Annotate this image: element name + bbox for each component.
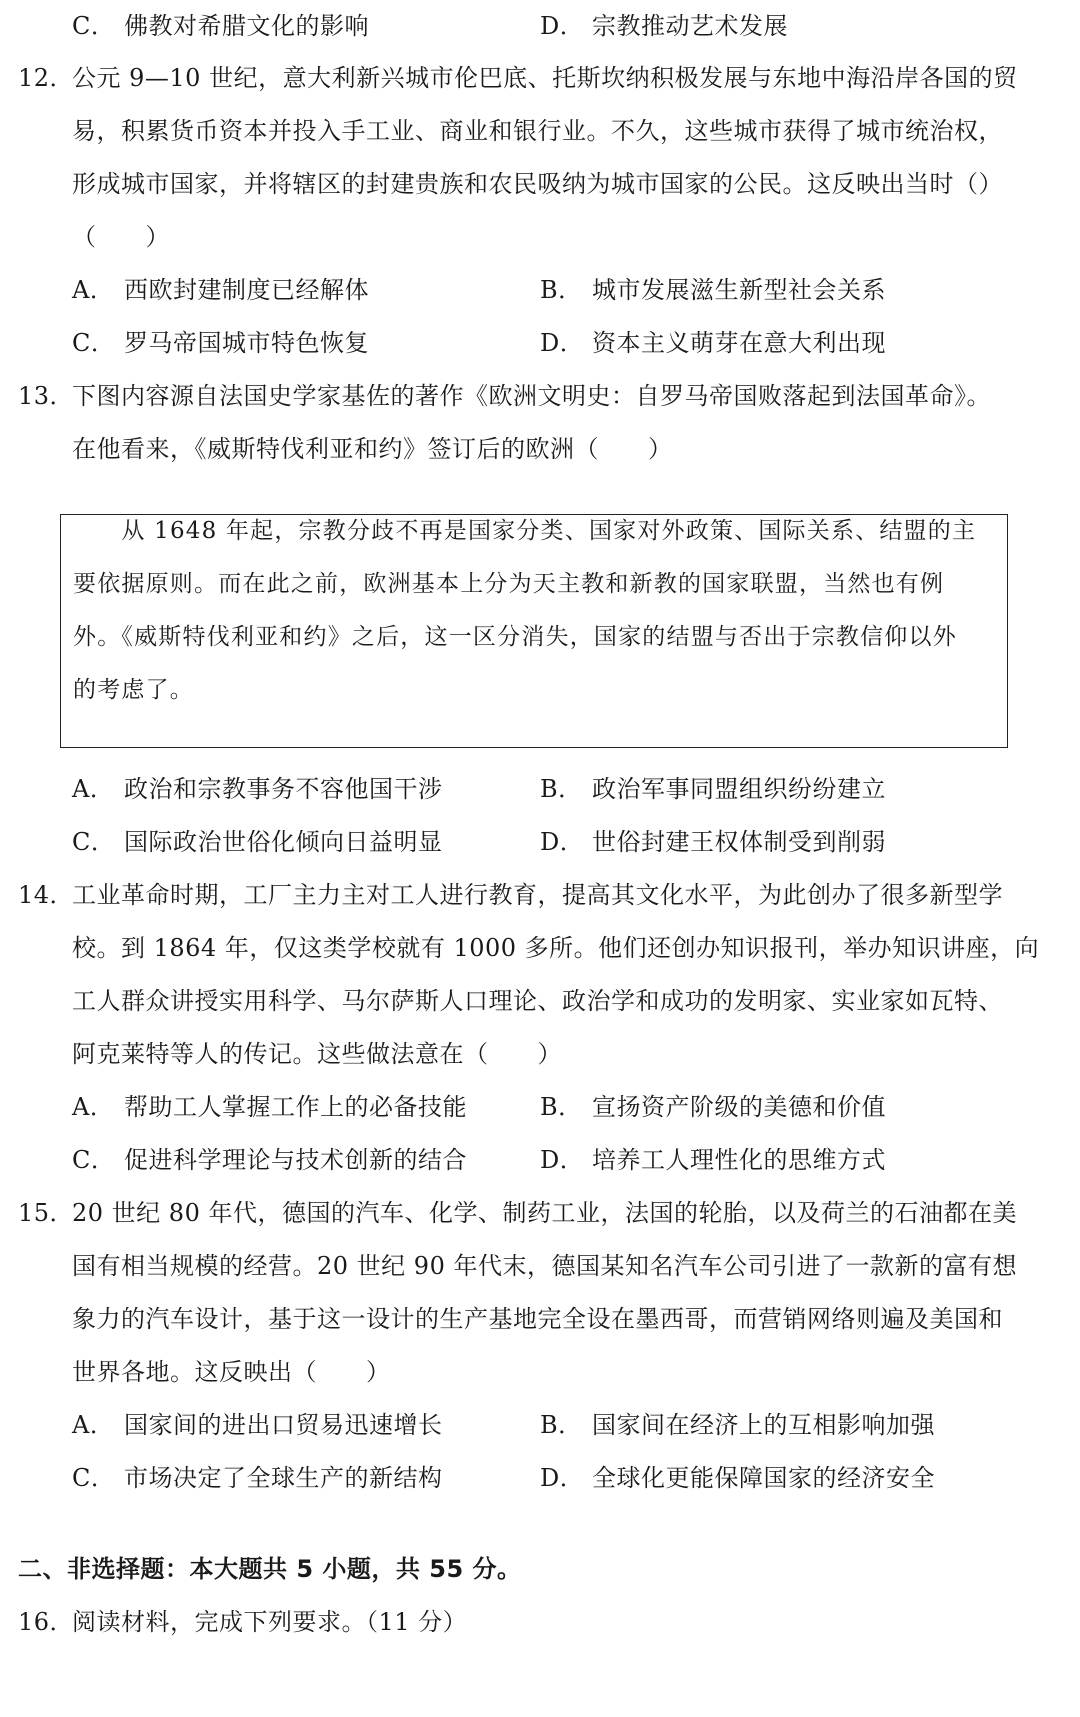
q12-stem-line: 公元 9—10 世纪，意大利新兴城市伦巴底、托斯坎纳积极发展与东地中海沿岸各国的贸 [72, 64, 1018, 92]
q14-number: 14． [18, 881, 75, 909]
q12-stem-line: （ ） [72, 223, 170, 251]
q12-option-d: D． 资本主义萌芽在意大利出现 [540, 329, 886, 357]
q15-option-d: D． 全球化更能保障国家的经济安全 [540, 1464, 935, 1492]
q15-option-c: C． 市场决定了全球生产的新结构 [72, 1464, 443, 1492]
q13-option-c: C． 国际政治世俗化倾向日益明显 [72, 828, 443, 856]
q16-stem: 阅读材料，完成下列要求。（11 分） [72, 1608, 468, 1636]
q15-stem-line: 20 世纪 80 年代，德国的汽车、化学、制药工业，法国的轮胎，以及荷兰的石油都在美 [72, 1199, 1017, 1227]
q13-option-b: B． 政治军事同盟组织纷纷建立 [540, 775, 886, 803]
q13-stem-line: 在他看来，《威斯特伐利亚和约》签订后的欧洲（ ） [72, 435, 673, 463]
quote-line: 要依据原则。而在此之前，欧洲基本上分为天主教和新教的国家联盟，当然也有例 [73, 571, 945, 597]
q12-option-a: A． 西欧封建制度已经解体 [72, 276, 369, 304]
q13-option-a: A． 政治和宗教事务不容他国干涉 [72, 775, 443, 803]
q14-stem-line: 工业革命时期，工厂主力主对工人进行教育，提高其文化水平，为此创办了很多新型学 [72, 881, 1003, 909]
q14-option-d: D． 培养工人理性化的思维方式 [540, 1146, 886, 1174]
quote-line: 的考虑了。 [73, 677, 194, 703]
q14-stem-line: 工人群众讲授实用科学、马尔萨斯人口理论、政治学和成功的发明家、实业家如瓦特、 [72, 987, 1003, 1015]
q14-stem-line: 阿克莱特等人的传记。这些做法意在（ ） [72, 1040, 562, 1068]
q13-number: 13． [18, 382, 75, 410]
q11-option-d: D． 宗教推动艺术发展 [540, 12, 788, 40]
q14-option-b: B． 宣扬资产阶级的美德和价值 [540, 1093, 886, 1121]
q14-option-a: A． 帮助工人掌握工作上的必备技能 [72, 1093, 467, 1121]
q11-option-c: C． 佛教对希腊文化的影响 [72, 12, 369, 40]
section-heading: 二、非选择题：本大题共 5 小题，共 55 分。 [18, 1555, 522, 1583]
quote-line: 从 1648 年起，宗教分歧不再是国家分类、国家对外政策、国际关系、结盟的主 [73, 518, 977, 544]
q13-quote-box [60, 514, 1008, 748]
q14-stem-line: 校。到 1864 年，仅这类学校就有 1000 多所。他们还创办知识报刊，举办知识讲座，向 [72, 934, 1040, 962]
q15-stem-line: 世界各地。这反映出（ ） [72, 1358, 391, 1386]
q15-stem-line: 国有相当规模的经营。20 世纪 90 年代末，德国某知名汽车公司引进了一款新的富有想 [72, 1252, 1017, 1280]
quote-line: 外。《威斯特伐利亚和约》之后，这一区分消失，国家的结盟与否出于宗教信仰以外 [73, 624, 957, 650]
q12-stem-line: 形成城市国家，并将辖区的封建贵族和农民吸纳为城市国家的公民。这反映出当时（） [72, 170, 1003, 198]
q12-stem-line: 易，积累货币资本并投入手工业、商业和银行业。不久，这些城市获得了城市统治权， [72, 117, 1003, 145]
q12-option-b: B． 城市发展滋生新型社会关系 [540, 276, 886, 304]
q12-option-c: C． 罗马帝国城市特色恢复 [72, 329, 369, 357]
q15-number: 15． [18, 1199, 75, 1227]
q12-number: 12． [18, 64, 75, 92]
q13-option-d: D． 世俗封建王权体制受到削弱 [540, 828, 886, 856]
q15-stem-line: 象力的汽车设计，基于这一设计的生产基地完全设在墨西哥，而营销网络则遍及美国和 [72, 1305, 1003, 1333]
q15-option-a: A． 国家间的进出口贸易迅速增长 [72, 1411, 443, 1439]
q15-option-b: B． 国家间在经济上的互相影响加强 [540, 1411, 935, 1439]
q16-number: 16． [18, 1608, 75, 1636]
q13-stem-line: 下图内容源自法国史学家基佐的著作《欧洲文明史：自罗马帝国败落起到法国革命》。 [72, 382, 991, 410]
q14-option-c: C． 促进科学理论与技术创新的结合 [72, 1146, 467, 1174]
